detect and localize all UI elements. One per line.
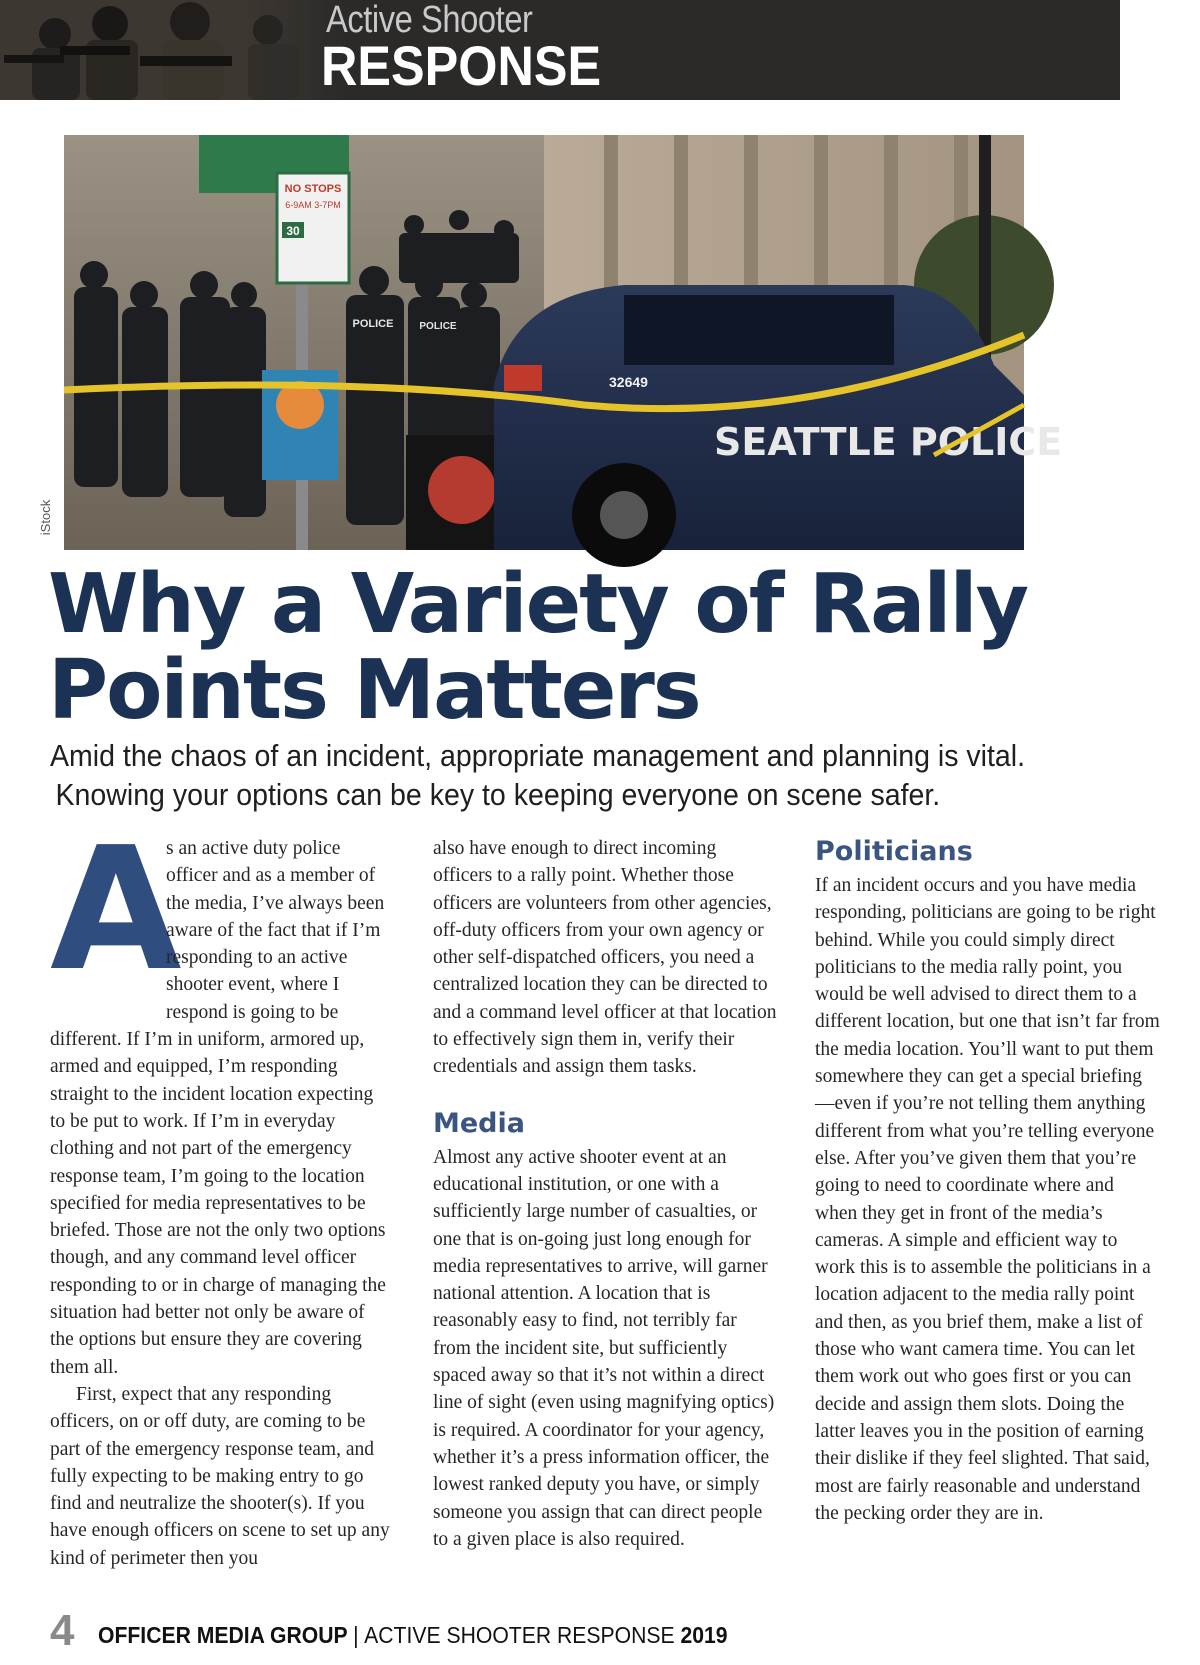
vehicle-text: SEATTLE POLICE	[714, 420, 1063, 464]
media-subheading: Media	[433, 1107, 525, 1139]
photo-credit: iStock	[38, 499, 54, 536]
footer-separator: |	[353, 1622, 359, 1648]
headline-line-1: Why a Variety of Rally	[48, 557, 1028, 652]
footer-publication: ACTIVE SHOOTER RESPONSE	[364, 1622, 675, 1648]
article-headline	[48, 557, 1148, 738]
header-banner	[0, 0, 1200, 100]
politicians-subheading: Politicians	[815, 836, 973, 867]
vest-label-1: POLICE	[352, 318, 394, 330]
drop-cap: A	[50, 811, 182, 1009]
banner-officers-photo	[0, 0, 345, 100]
page-footer	[50, 1606, 1150, 1655]
vest-label-2: POLICE	[419, 321, 457, 332]
column-2	[433, 835, 778, 1553]
page-number: 4	[50, 1606, 75, 1655]
column-1	[50, 811, 390, 1572]
section-kicker: Active Shooter	[326, 0, 533, 41]
column-1-paragraph-1: s an active duty police officer and as a member of the media, I’ve always been aware of the fact that if I’m responding to an active shooter event, where I respond is going to be different. If I’m in uniform, armored up, armed and equipped, I’m responding straight to the incident location expecting to be put to work. If I’m in everyday clothing and not part of the emergency response team, I’m going to the location specified for media representatives to be briefed. Those are not the only two options though, and any command level officer responding to or in charge of managing the situation had better not only be aware of the options but ensure they are covering them all.	[50, 838, 386, 1378]
footer-year: 2019	[680, 1622, 728, 1648]
deck-line-2: Knowing your options can be key to keeping everyone on scene safer.	[55, 777, 941, 812]
banner-edge	[1120, 0, 1200, 100]
column-2-paragraph-2: Almost any active shooter event at an educational institution, or one with a sufficiently large number of casualties, or one that is on-going just long enough for media representatives to arrive, will garner national attention. A location that is reasonably easy to find, not terribly far from the incident site, but sufficiently spaced away so that it’s not within a direct line of sight (even using magnifying optics) is required. A coordinator for your agency, whether it’s a press information officer, the lowest ranked deputy you have, or simply someone you assign that can direct people to a given place is also required.	[433, 1146, 775, 1550]
column-2-paragraph-1: also have enough to direct incoming officers to a rally point. Whether those officers are volunteers from other agencies, off-duty officers from your own agency or other self-dispatched officers, you need a centralized location they can be directed to and a command level officer at that location to effectively sign them in, verify their credentials and assign them tasks.	[433, 838, 777, 1078]
hero-photo	[64, 135, 1063, 550]
vehicle-number: 32649	[609, 374, 648, 390]
footer-publisher: OFFICER MEDIA GROUP	[98, 1622, 348, 1648]
deck-line-1: Amid the chaos of an incident, appropriate management and planning is vital.	[50, 738, 1026, 773]
headline-line-2: Points Matters	[48, 643, 700, 738]
column-1-paragraph-2: First, expect that any responding officers, on or off duty, are coming to be part of the emergency response team, and fully expecting to be making entry to go find and neutralize the shooter(s). If you have enough officers on scene to set up any kind of perimeter then you	[50, 1383, 390, 1569]
sign-hours: 6-9AM 3-7PM	[285, 200, 341, 210]
column-3	[815, 835, 1160, 1527]
police-scene-illustration	[64, 135, 1063, 550]
sign-limit: 30	[286, 224, 300, 238]
officers-silhouette-illustration	[0, 0, 345, 100]
column-3-paragraph-1: If an incident occurs and you have media responding, politicians are going to be right behind. While you could simply direct politicians to the media rally point, you would be well advised to direct them to a different location, but one that isn’t far from the media location. You’ll want to put them somewhere they can get a special briefing—even if you’re not telling them anything different from what you’re telling everyone else. After you’ve given them that you’re going to need to coordinate where and when they get in front of the media’s cameras. A simple and efficient way to work this is to assemble the politicians in a location adjacent to the media rally point and then, as you brief them, make a list of those who want camera time. You can let them work out who goes first or you can decide and assign them slots. Doing the latter leaves you in the position of earning their dislike if they feel slighted. That said, most are fairly reasonable and understand the pecking order they are in.	[815, 875, 1160, 1524]
sign-no-stops: NO STOPS	[284, 183, 342, 195]
footer-publication-line	[98, 1622, 728, 1649]
section-title: RESPONSE	[321, 34, 602, 97]
article-deck	[50, 736, 1062, 814]
